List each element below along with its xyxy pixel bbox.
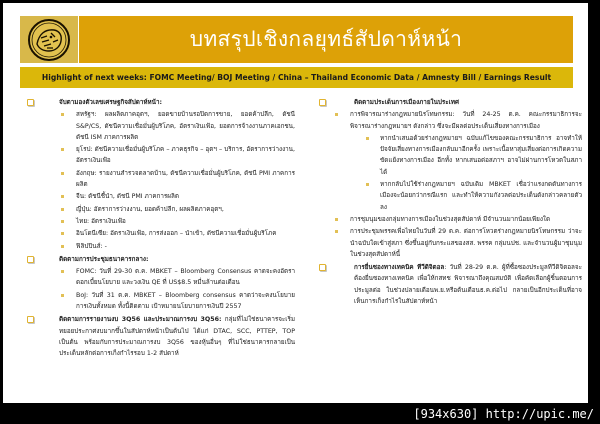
logo (20, 16, 78, 63)
section-earnings (25, 314, 295, 359)
square-bullet-icon (335, 230, 338, 233)
page-title: บทสรุปเชิงกลยุทธ์สัปดาห์หน้า (79, 16, 573, 63)
square-bullet-icon (61, 232, 64, 235)
section-digital-tv (320, 262, 582, 307)
checkbox-bullet-icon (27, 256, 34, 263)
left-column (25, 97, 295, 362)
list-item: BoJ: วันที่ 31 ต.ค. MBKET – Bloomberg consensus คาดว่าจะคงนโยบายการเงินทั้งหมด ทั้งนี้ติดตาม เป้าหมายนโยบายการเงินปี 2557 (25, 290, 295, 313)
square-bullet-icon (61, 195, 64, 198)
watermark: [934x630] http://upic.me/ (413, 407, 594, 421)
list-item: ยุโรป: ดัชนีความเชื่อมั่นผู้บริโภค – ภาคธุรกิจ – อุตฯ – บริการ, อัตราการว่างงาน, อัตราเงินเฟ้อ (25, 144, 295, 167)
list-item: ไทย: อัตราเงินเฟ้อ (25, 216, 295, 227)
square-bullet-icon (61, 208, 64, 211)
square-bullet-icon (335, 218, 338, 221)
list-item: จีน: ดัชนีชี้นำ, ดัชนี PMI ภาคการผลิต (25, 191, 295, 202)
list-item: สหรัฐฯ: ผลผลิตภาคอุตฯ, ยอดขายบ้านรอปิดการขาย, ยอดค้าปลีก, ดัชนี S&P/CS, ดัชนีความเชื่อมั่นผู้บริโภค, อัตราเงินเฟ้อ, ยอดการจ้างงานภาคเอกชน, ดัชนี ISM ภาคการผลิต (25, 109, 295, 143)
section-body: : วันที่ 28-29 ต.ค. ผู้ที่ซื้อซองประมูลทีวีดิจิตอลจะต้องยื่นซองทางเทคนิค เพื่อให้กสทช พิจารณาถึงคุณสมบัติ เพื่อคัดเลือกผู้ชิ้นตอนการประมูลต่อ ในช่วงปลายเดือนพ.ย.หรือต้นเดือนธ.ค.ต่อไป กลายเป็นอีกประเด็นที่อาจเห็นการเก็งกำไรในสัปดาห์หน้า (354, 264, 582, 306)
list-item: การพิจารณาร่างกฎหมายนิรโทษกรรม: วันที่ 24-25 ต.ค. คณะกรรมาธิการจะพิจารณาร่างกฎหมายฯ ดังกล่าว ซึ่งจะมีผลต่อประเด็นเสี่ยงทางการเมือง หากนำเสนอด้วยร่างกฎหมายฯ ฉบับแก้ไขของคณะกรรมาธิการ อาจทำให้ปัจจัยเสี่ยงทางการเมืองกลับมาอีกครั้ง เพราะเนื้อหาสุ่มเสี่ยงต่อการเกิดความขัดแย้งทางการเมือง อีกทั้ง หากเสนอต่อสภาฯ อาจไม่ผ่านการโหวตในสภาได้ หากกลับไปใช้ร่างกฎหมายฯ ฉบับเดิม MBKET เชื่อว่าแรงกดดันทางการเมืองจะน้อยกว่ากรณีแรก และทำให้ความกังวลต่อประเด็นดังกล่าวคลายตัวลง (320, 109, 582, 213)
list-item: การประชุมพรรคเพื่อไทยในวันที่ 29 ต.ค. ต่อการโหวตร่างกฎหมายนิรโทษกรรม ว่าจะนำฉบับใดเข้าสู่สภา ซึ่งขึ้นอยู่กับกระแสของสส. พรรค กลุ่มนปช. และจำนวนผู้มาชุมนุมในช่วงสุดสัปดาห์นี้ (320, 226, 582, 260)
square-bullet-icon (335, 113, 338, 116)
sub-list-item: หากนำเสนอด้วยร่างกฎหมายฯ ฉบับแก้ไขของคณะกรรมาธิการ อาจทำให้ปัจจัยเสี่ยงทางการเมืองกลับมาอีกครั้ง เพราะเนื้อหาสุ่มเสี่ยงต่อการเกิดความขัดแย้งทางการเมือง อีกทั้ง หากเสนอต่อสภาฯ อาจไม่ผ่านการโหวตในสภาได้ (336, 133, 582, 178)
square-bullet-icon (61, 148, 64, 151)
square-bullet-icon (61, 270, 64, 273)
checkbox-bullet-icon (319, 99, 326, 106)
list-item: อินโดนีเซีย: อัตราเงินเฟ้อ, การส่งออก – นำเข้า, ดัชนีความเชื่อมั่นผู้บริโภค (25, 228, 295, 239)
square-bullet-icon (366, 137, 369, 140)
section-title: จับตามองตัวเลขเศรษฐกิจสัปดาห์หน้า: (59, 99, 163, 106)
square-bullet-icon (61, 294, 64, 297)
square-bullet-icon (61, 113, 64, 116)
list-item: ญี่ปุ่น: อัตราการว่างงาน, ยอดค้าปลีก, ผลผลิตภาคอุตฯ, (25, 204, 295, 215)
square-bullet-icon (61, 220, 64, 223)
sub-list-item: หากกลับไปใช้ร่างกฎหมายฯ ฉบับเดิม MBKET เชื่อว่าแรงกดดันทางการเมืองจะน้อยกว่ากรณีแรก และทำให้ความกังวลต่อประเด็นดังกล่าวคลายตัวลง (336, 179, 582, 213)
square-bullet-icon (61, 245, 64, 248)
right-column (320, 97, 582, 309)
list-item: FOMC: วันที่ 29-30 ต.ค. MBKET – Bloomberg Consensus คาดจะคงอัตราดอกเบี้ยนโยบาย และวงเงิน QE ที่ US$8.5 หมื่นล้านต่อเดือน (25, 266, 295, 289)
square-bullet-icon (366, 183, 369, 186)
highlight-banner: Highlight of next weeks: FOMC Meeting/ BOJ Meeting / China – Thailand Economic Data / Amnesty Bill / Earnings Result (20, 67, 573, 88)
list-item: อังกฤษ: รายงานสำรวจตลาดบ้าน, ดัชนีความเชื่อมั่นผู้บริโภค, ดัชนี PMI ภาคการผลิต (25, 168, 295, 191)
section-title: ติดตามการประชุมธนาคารกลาง: (59, 255, 149, 263)
list-item: ฟิลิปปินส์: - (25, 241, 295, 252)
section-body: กลุ่มที่ไม่ใช่ธนาคารจะเริ่มทยอยประกาศงบมากขึ้นในสัปดาห์หน้าเป็นต้นไป ได้แก่ DTAC, SCC, PTTEP, TOP เป็นต้น พร้อมกับการประมาณการงบ 3Q56 ของหุ้นอื่นๆ ที่ไม่ใช่ธนาคารกลายเป็นประเด็นหลักต่อการเก็งกำไรรอบ 1-2 สัปดาห์ (59, 316, 295, 358)
section-central-bank (25, 254, 295, 312)
checkbox-bullet-icon (27, 99, 34, 106)
section-politics (320, 97, 582, 260)
list-item: การชุมนุมของกลุ่มทางการเมืองในช่วงสุดสัปดาห์ มีจำนวนมากน้อยเพียงใด (320, 214, 582, 225)
square-bullet-icon (61, 172, 64, 175)
section-title: ติดตามการรายงานงบ 3Q56 และประมาณการงบ 3Q56: (59, 316, 222, 324)
section-title: การยื่นซองทางเทคนิค ทีวีดิจิตอล (354, 264, 445, 272)
checkbox-bullet-icon (27, 316, 34, 323)
section-economic-data (25, 97, 295, 252)
document-page (3, 3, 588, 403)
checkbox-bullet-icon (319, 264, 326, 271)
tiger-head-logo-icon (27, 18, 71, 62)
section-title: ติดตามประเด็นการเมืองภายในประเทศ (354, 99, 459, 106)
